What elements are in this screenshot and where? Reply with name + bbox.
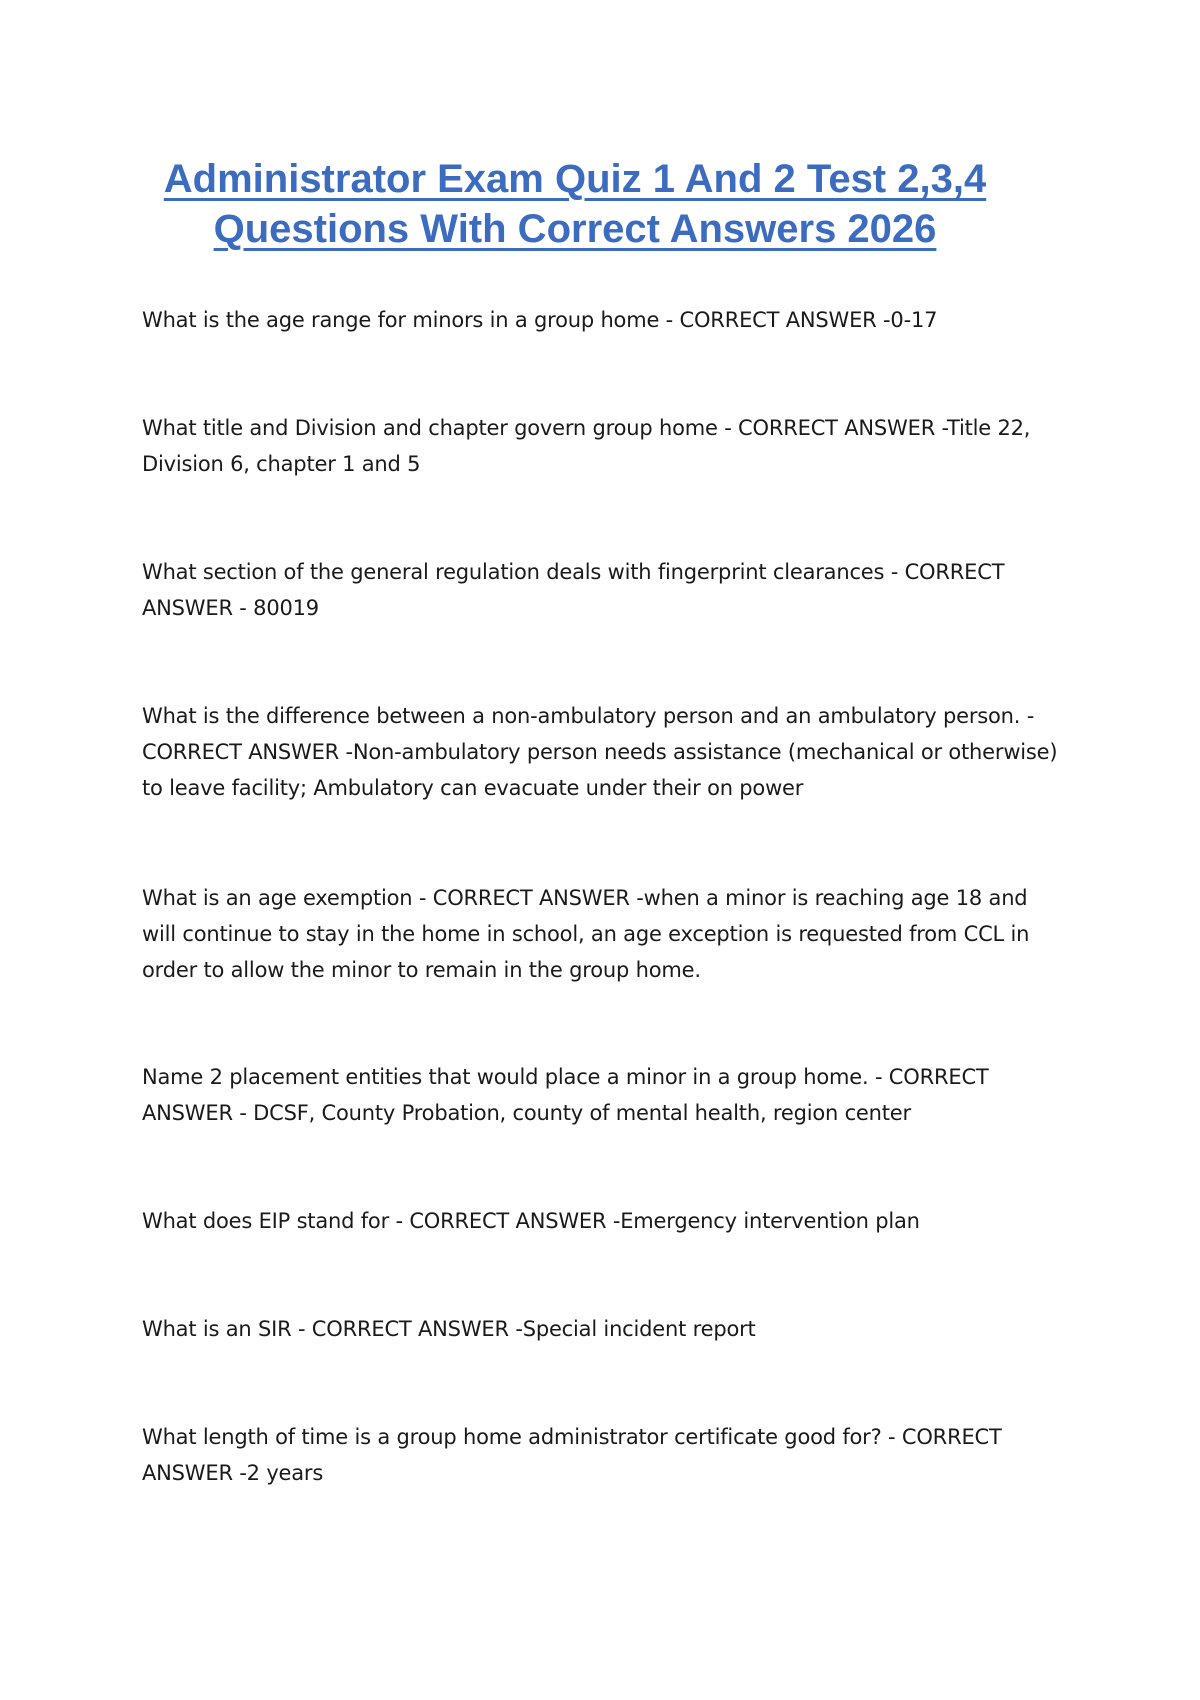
document-title-line-2: Questions With Correct Answers 2026 <box>213 207 937 251</box>
document-title-line-1: Administrator Exam Quiz 1 And 2 Test 2,3,4 <box>163 157 987 201</box>
qa-item-age-exemption: What is an age exemption - CORRECT ANSWER -when a minor is reaching age 18 and will continue to stay in the home in school, an age exception is requested from CCL in order to allow the minor to remain in the group home. <box>142 886 1030 982</box>
document-title <box>160 154 990 254</box>
qa-item-ambulatory: What is the difference between a non-ambulatory person and an ambulatory person. - CORRECT ANSWER -Non-ambulatory person needs assistance (mechanical or otherwise) to leave facility; Ambulatory can evacuate under their on power <box>142 704 1058 800</box>
qa-item-certificate-length: What length of time is a group home administrator certificate good for? - CORRECT ANSWER -2 years <box>142 1425 1002 1485</box>
qa-item-age-range: What is the age range for minors in a group home - CORRECT ANSWER -0-17 <box>142 308 938 332</box>
qa-item-sir: What is an SIR - CORRECT ANSWER -Special incident report <box>142 1317 756 1341</box>
qa-item-placement-entities: Name 2 placement entities that would place a minor in a group home. - CORRECT ANSWER - DCSF, County Probation, county of mental health, region center <box>142 1065 989 1125</box>
qa-item-title-division: What title and Division and chapter govern group home - CORRECT ANSWER -Title 22, Division 6, chapter 1 and 5 <box>142 416 1031 476</box>
qa-item-eip: What does EIP stand for - CORRECT ANSWER -Emergency intervention plan <box>142 1209 920 1233</box>
qa-item-fingerprint-section: What section of the general regulation deals with fingerprint clearances - CORRECT ANSWER - 80019 <box>142 560 1005 620</box>
